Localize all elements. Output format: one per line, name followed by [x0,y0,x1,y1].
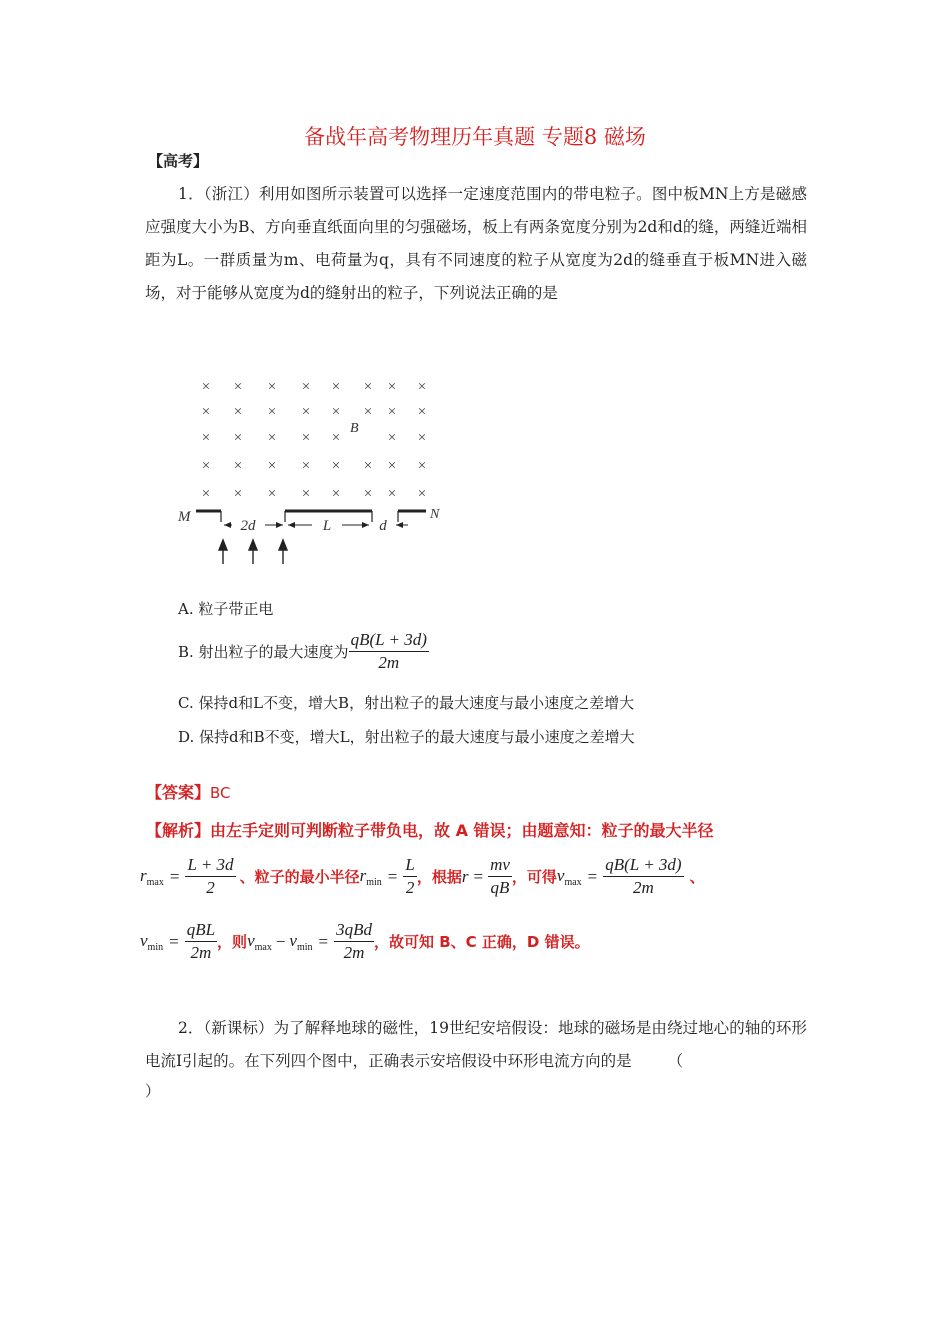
answer-paren-close: ） [145,1082,161,1100]
field-cross: × [267,404,277,420]
field-cross: × [387,430,397,446]
field-cross: × [301,430,311,446]
field-cross: × [363,458,373,474]
field-cross: × [301,379,311,395]
arrow-up-icon [219,540,287,564]
option-b-fraction: $\frac{qB(L + 3d)}{2m}$ [350,630,427,672]
answer: 【答案】BC [146,783,231,802]
field-cross: × [363,404,373,420]
field-cross: × [417,404,427,420]
section-label: 【高考】 [148,152,209,170]
field-cross: × [201,430,211,446]
question-1-text: 1．（浙江）利用如图所示装置可以选择一定速度范围内的带电粒子。图中板MN上方是磁感应强度大小为B、方向垂直纸面向里的匀强磁场，板上有两条宽度分别为2d和d的缝，两缝近端相距为L。一群质量为m、电荷量为q，具有不同速度的粒子从宽度为2d的缝垂直于板MN进入磁场，对于能够从宽度为d的缝射出的粒子，下列说法正确的是 [145,185,807,302]
field-cross: × [387,458,397,474]
option-d: D. 保持d和B不变，增大L，射出粒子的最大速度与最小速度之差增大 [178,728,635,746]
field-cross: × [233,486,243,502]
field-cross: × [417,458,427,474]
field-label-B: B [350,421,359,436]
field-cross: × [267,458,277,474]
field-cross: × [233,458,243,474]
analysis-line-1: 【解析】由左手定则可判断粒子带负电，故 A 错误；由题意知：粒子的最大半径 [146,821,714,840]
field-cross: × [387,404,397,420]
field-cross: × [387,486,397,502]
field-cross: × [201,458,211,474]
answer-paren-open: （ [667,1052,684,1070]
field-cross: × [417,430,427,446]
label-L: L [322,518,332,534]
question-2-text: 2．（新课标）为了解释地球的磁性，19世纪安培假设：地球的磁场是由绕过地心的轴的环形电流I引起的。在下列四个图中，正确表示安培假设中环形电流方向的是 （ [145,1019,807,1070]
field-cross: × [233,379,243,395]
field-cross: × [331,379,341,395]
field-crosses [202,379,426,502]
field-cross: × [233,430,243,446]
field-cross: × [267,430,277,446]
field-cross: × [331,458,341,474]
analysis-line-3: $v_{min}$ = $\frac{\text{qBL}}{2m}$ ，则 $v_{max}$ − $v_{min}$ = $\frac{\text{3qBd}}{2m}$ ，故可知 B、C 正确，D 错误。 [140,920,590,962]
label-N: N [430,507,440,522]
field-cross: × [331,486,341,502]
field-cross: × [267,379,277,395]
field-cross: × [417,379,427,395]
field-cross: × [417,486,427,502]
field-cross: × [363,379,373,395]
field-cross: × [301,458,311,474]
option-a: A. 粒子带正电 [178,600,274,618]
magnetic-field-figure [172,372,452,572]
field-cross: × [201,379,211,395]
analysis-line-2: $r_{max}$ = $\frac{L + 3d}{2}$ 、粒子的最小半径 $r_{min}$ = $\frac{L}{2}$ ，根据 r = $\frac{mv}{qB}$ ，可得 $v_{max}$ = $\frac{qB(L + 3d)}{2m}$ 、 [140,855,705,897]
label-d: d [379,518,387,534]
field-cross: × [331,404,341,420]
label-2d: 2d [240,518,256,534]
field-cross: × [331,430,341,446]
label-M: M [178,509,191,525]
field-cross: × [267,486,277,502]
field-cross: × [301,486,311,502]
option-b: B. 射出粒子的最大速度为 $\frac{qB(L + 3d)}{2m}$ [178,630,427,672]
field-cross: × [387,379,397,395]
field-cross: × [363,486,373,502]
field-cross: × [201,404,211,420]
field-cross: × [233,404,243,420]
field-cross: × [301,404,311,420]
field-cross: × [201,486,211,502]
option-c: C. 保持d和L不变，增大B，射出粒子的最大速度与最小速度之差增大 [178,694,635,712]
page-title: 备战年高考物理历年真题 专题8 磁场 [304,125,646,149]
